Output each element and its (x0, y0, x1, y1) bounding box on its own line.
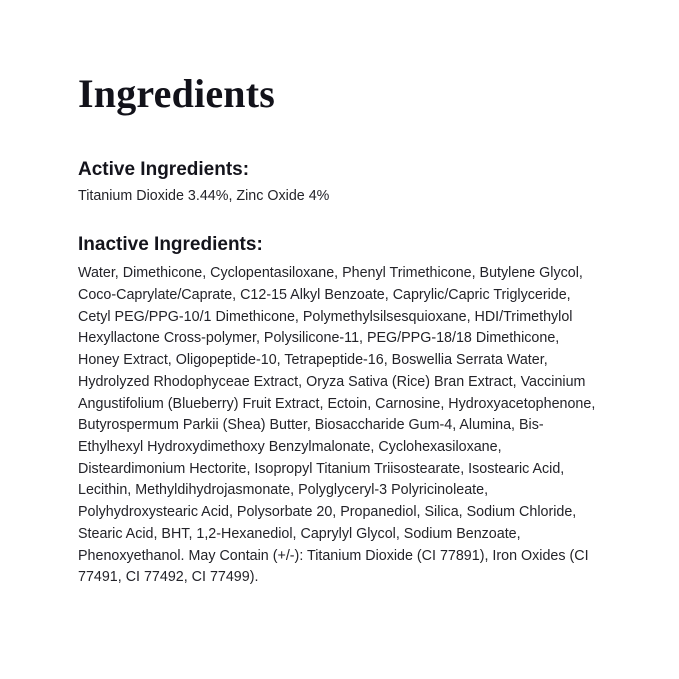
inactive-ingredients-list: Water, Dimethicone, Cyclopentasiloxane, Phenyl Trimethicone, Butylene Glycol, Coco-Caprylate/Caprate, C12-15 Alkyl Benzoate, Caprylic/Capric Triglyceride, Cetyl PEG/PPG-10/1 Dimethicone, Polymethylsilsesquioxane, HDI/Trimethylol Hexyllactone Cross-polymer, Polysilicone-11, PEG/PPG-18/18 Dimethicone, Honey Extract, Oligopeptide-10, Tetrapeptide-16, Boswellia Serrata Water, Hydrolyzed Rhodophyceae Extract, Oryza Sativa (Rice) Bran Extract, Vaccinium Angustifolium (Blueberry) Fruit Extract, Ectoin, Carnosine, Hydroxyacetophenone, Butyrospermum Parkii (Shea) Butter, Biosaccharide Gum-4, Alumina, Bis-Ethylhexyl Hydroxydimethoxy Benzylmalonate, Cyclohexasiloxane, Disteardimonium Hectorite, Isopropyl Titanium Triisostearate, Isostearic Acid, Lecithin, Methyldihydrojasmonate, Polyglyceryl-3 Polyricinoleate, Polyhydroxystearic Acid, Polysorbate 20, Propanediol, Silica, Sodium Chloride, Stearic Acid, BHT, 1,2-Hexanediol, Caprylyl Glycol, Sodium Benzoate, Phenoxyethanol. May Contain (+/-): Titanium Dioxide (CI 77891), Iron Oxides (CI 77491, CI 77492, CI 77499). (78, 265, 596, 586)
active-ingredients-section (78, 158, 601, 207)
page-title: Ingredients (78, 71, 276, 116)
active-ingredients-list: Titanium Dioxide 3.44%, Zinc Oxide 4% (78, 187, 330, 204)
inactive-ingredients-heading: Inactive Ingredients: (78, 234, 263, 256)
active-ingredients-heading: Active Ingredients: (78, 159, 250, 180)
inactive-ingredients-section (78, 233, 601, 589)
